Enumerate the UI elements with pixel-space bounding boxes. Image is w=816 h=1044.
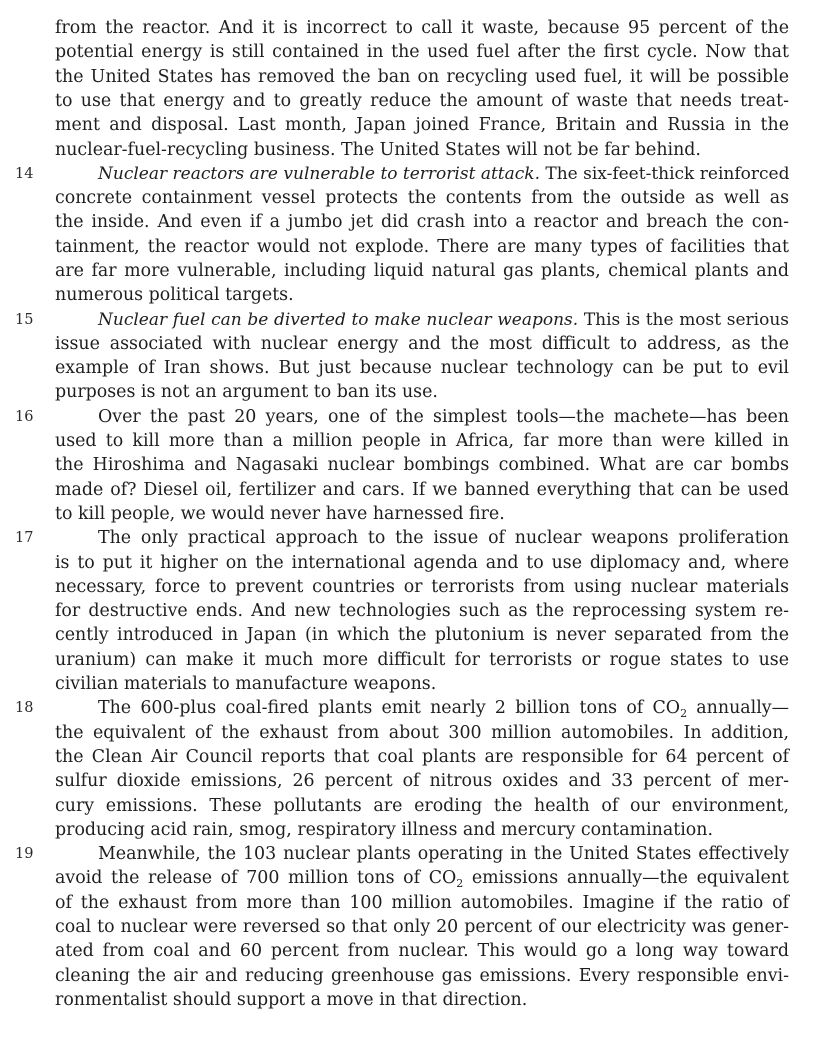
text-run: This is the most serious bbox=[578, 309, 789, 330]
paragraph-number: 14 bbox=[15, 165, 34, 182]
text-line: ment and disposal. Last month, Japan joined France, Britain and Russia in the bbox=[55, 115, 789, 136]
text-line: concrete containment vessel protects the contents from the outside as well as bbox=[55, 188, 789, 209]
text-line: nuclear-fuel-recycling business. The United States will not be far behind. bbox=[55, 139, 701, 160]
paragraph-number: 17 bbox=[15, 530, 34, 547]
text-line: Meanwhile, the 103 nuclear plants operating in the United States effectively bbox=[98, 844, 789, 865]
text-line: are far more vulnerable, including liquid natural gas plants, chemical plants and bbox=[55, 260, 789, 281]
text-line: of the exhaust from more than 100 million automobiles. Imagine if the ratio of bbox=[55, 892, 789, 913]
text-line: the inside. And even if a jumbo jet did crash into a reactor and breach the con- bbox=[55, 212, 789, 233]
text-line: necessary, force to prevent countries or terrorists from using nuclear materials bbox=[55, 576, 789, 597]
text-line: example of Iran shows. But just because nuclear technology can be put to evil bbox=[55, 358, 789, 379]
text-line: coal to nuclear were reversed so that only 20 percent of our electricity was gener- bbox=[55, 917, 789, 938]
text-line: producing acid rain, smog, respiratory illness and mercury contamination. bbox=[55, 819, 713, 840]
text-line: to kill people, we would never have harnessed fire. bbox=[55, 503, 505, 524]
italic-lead: Nuclear fuel can be diverted to make nuclear weapons. bbox=[98, 309, 579, 330]
text-line: purposes is not an argument to ban its use. bbox=[55, 382, 438, 403]
paragraph-number: 18 bbox=[15, 700, 34, 717]
text-line: issue associated with nuclear energy and the most difficult to address, as the bbox=[55, 333, 789, 354]
text-line: the Clean Air Council reports that coal plants are responsible for 64 percent of bbox=[55, 746, 789, 767]
text-line: ated from coal and 60 percent from nuclear. This would go a long way toward bbox=[55, 941, 789, 962]
text-line bbox=[98, 696, 789, 720]
text-line: cleaning the air and reducing greenhouse gas emissions. Every responsible envi- bbox=[55, 965, 789, 986]
text-line bbox=[55, 866, 789, 890]
text-run: emissions annually—the equivalent bbox=[463, 868, 790, 889]
text-line: the equivalent of the exhaust from about 300 million automobiles. In addition, bbox=[55, 722, 789, 743]
text-line: used to kill more than a million people in Africa, far more than were killed in bbox=[55, 431, 789, 452]
text-line: cently introduced in Japan (in which the plutonium is never separated from the bbox=[55, 625, 789, 646]
italic-lead: Nuclear reactors are vulnerable to terrorist attack. bbox=[98, 163, 540, 184]
text-line: numerous political targets. bbox=[55, 285, 294, 306]
paragraph-number: 15 bbox=[15, 311, 34, 328]
text-line: The only practical approach to the issue of nuclear weapons proliferation bbox=[98, 528, 789, 549]
text-line: Over the past 20 years, one of the simplest tools—the machete—has been bbox=[98, 406, 789, 427]
text-line: ronmentalist should support a move in that direction. bbox=[55, 989, 528, 1010]
text-line: made of? Diesel oil, fertilizer and cars. If we banned everything that can be used bbox=[55, 479, 789, 500]
text-line: is to put it higher on the international agenda and to use diplomacy and, where bbox=[55, 552, 789, 573]
subscript: 2 bbox=[680, 707, 688, 721]
text-line: the Hiroshima and Nagasaki nuclear bombings combined. What are car bombs bbox=[55, 455, 789, 476]
text-line: potential energy is still contained in the used fuel after the first cycle. Now that bbox=[55, 42, 789, 63]
text-line: the United States has removed the ban on recycling used fuel, it will be possible bbox=[55, 66, 789, 87]
text-line: to use that energy and to greatly reduce the amount of waste that needs treat- bbox=[55, 90, 789, 111]
paragraph-number: 19 bbox=[15, 846, 34, 863]
text-run: The six-feet-thick reinforced bbox=[539, 163, 790, 184]
text-line bbox=[98, 162, 789, 186]
text-line: tainment, the reactor would not explode. There are many types of facilities that bbox=[55, 236, 789, 257]
text-run: avoid the release of 700 million tons of CO bbox=[55, 868, 457, 889]
subscript: 2 bbox=[456, 877, 464, 891]
text-line: sulfur dioxide emissions, 26 percent of nitrous oxides and 33 percent of mer- bbox=[55, 771, 789, 792]
text-line bbox=[98, 308, 789, 332]
text-line: for destructive ends. And new technologies such as the reprocessing system re- bbox=[55, 601, 789, 622]
text-line: cury emissions. These pollutants are eroding the health of our environment, bbox=[55, 795, 789, 816]
text-line: civilian materials to manufacture weapons. bbox=[55, 674, 437, 695]
text-run: annually— bbox=[687, 698, 789, 719]
text-line: uranium) can make it much more difficult for terrorists or rogue states to use bbox=[55, 649, 789, 670]
paragraph-number: 16 bbox=[15, 408, 34, 425]
text-line: from the reactor. And it is incorrect to call it waste, because 95 percent of the bbox=[55, 18, 789, 38]
text-run: The 600-plus coal-fired plants emit nearly 2 billion tons of CO bbox=[98, 698, 681, 719]
